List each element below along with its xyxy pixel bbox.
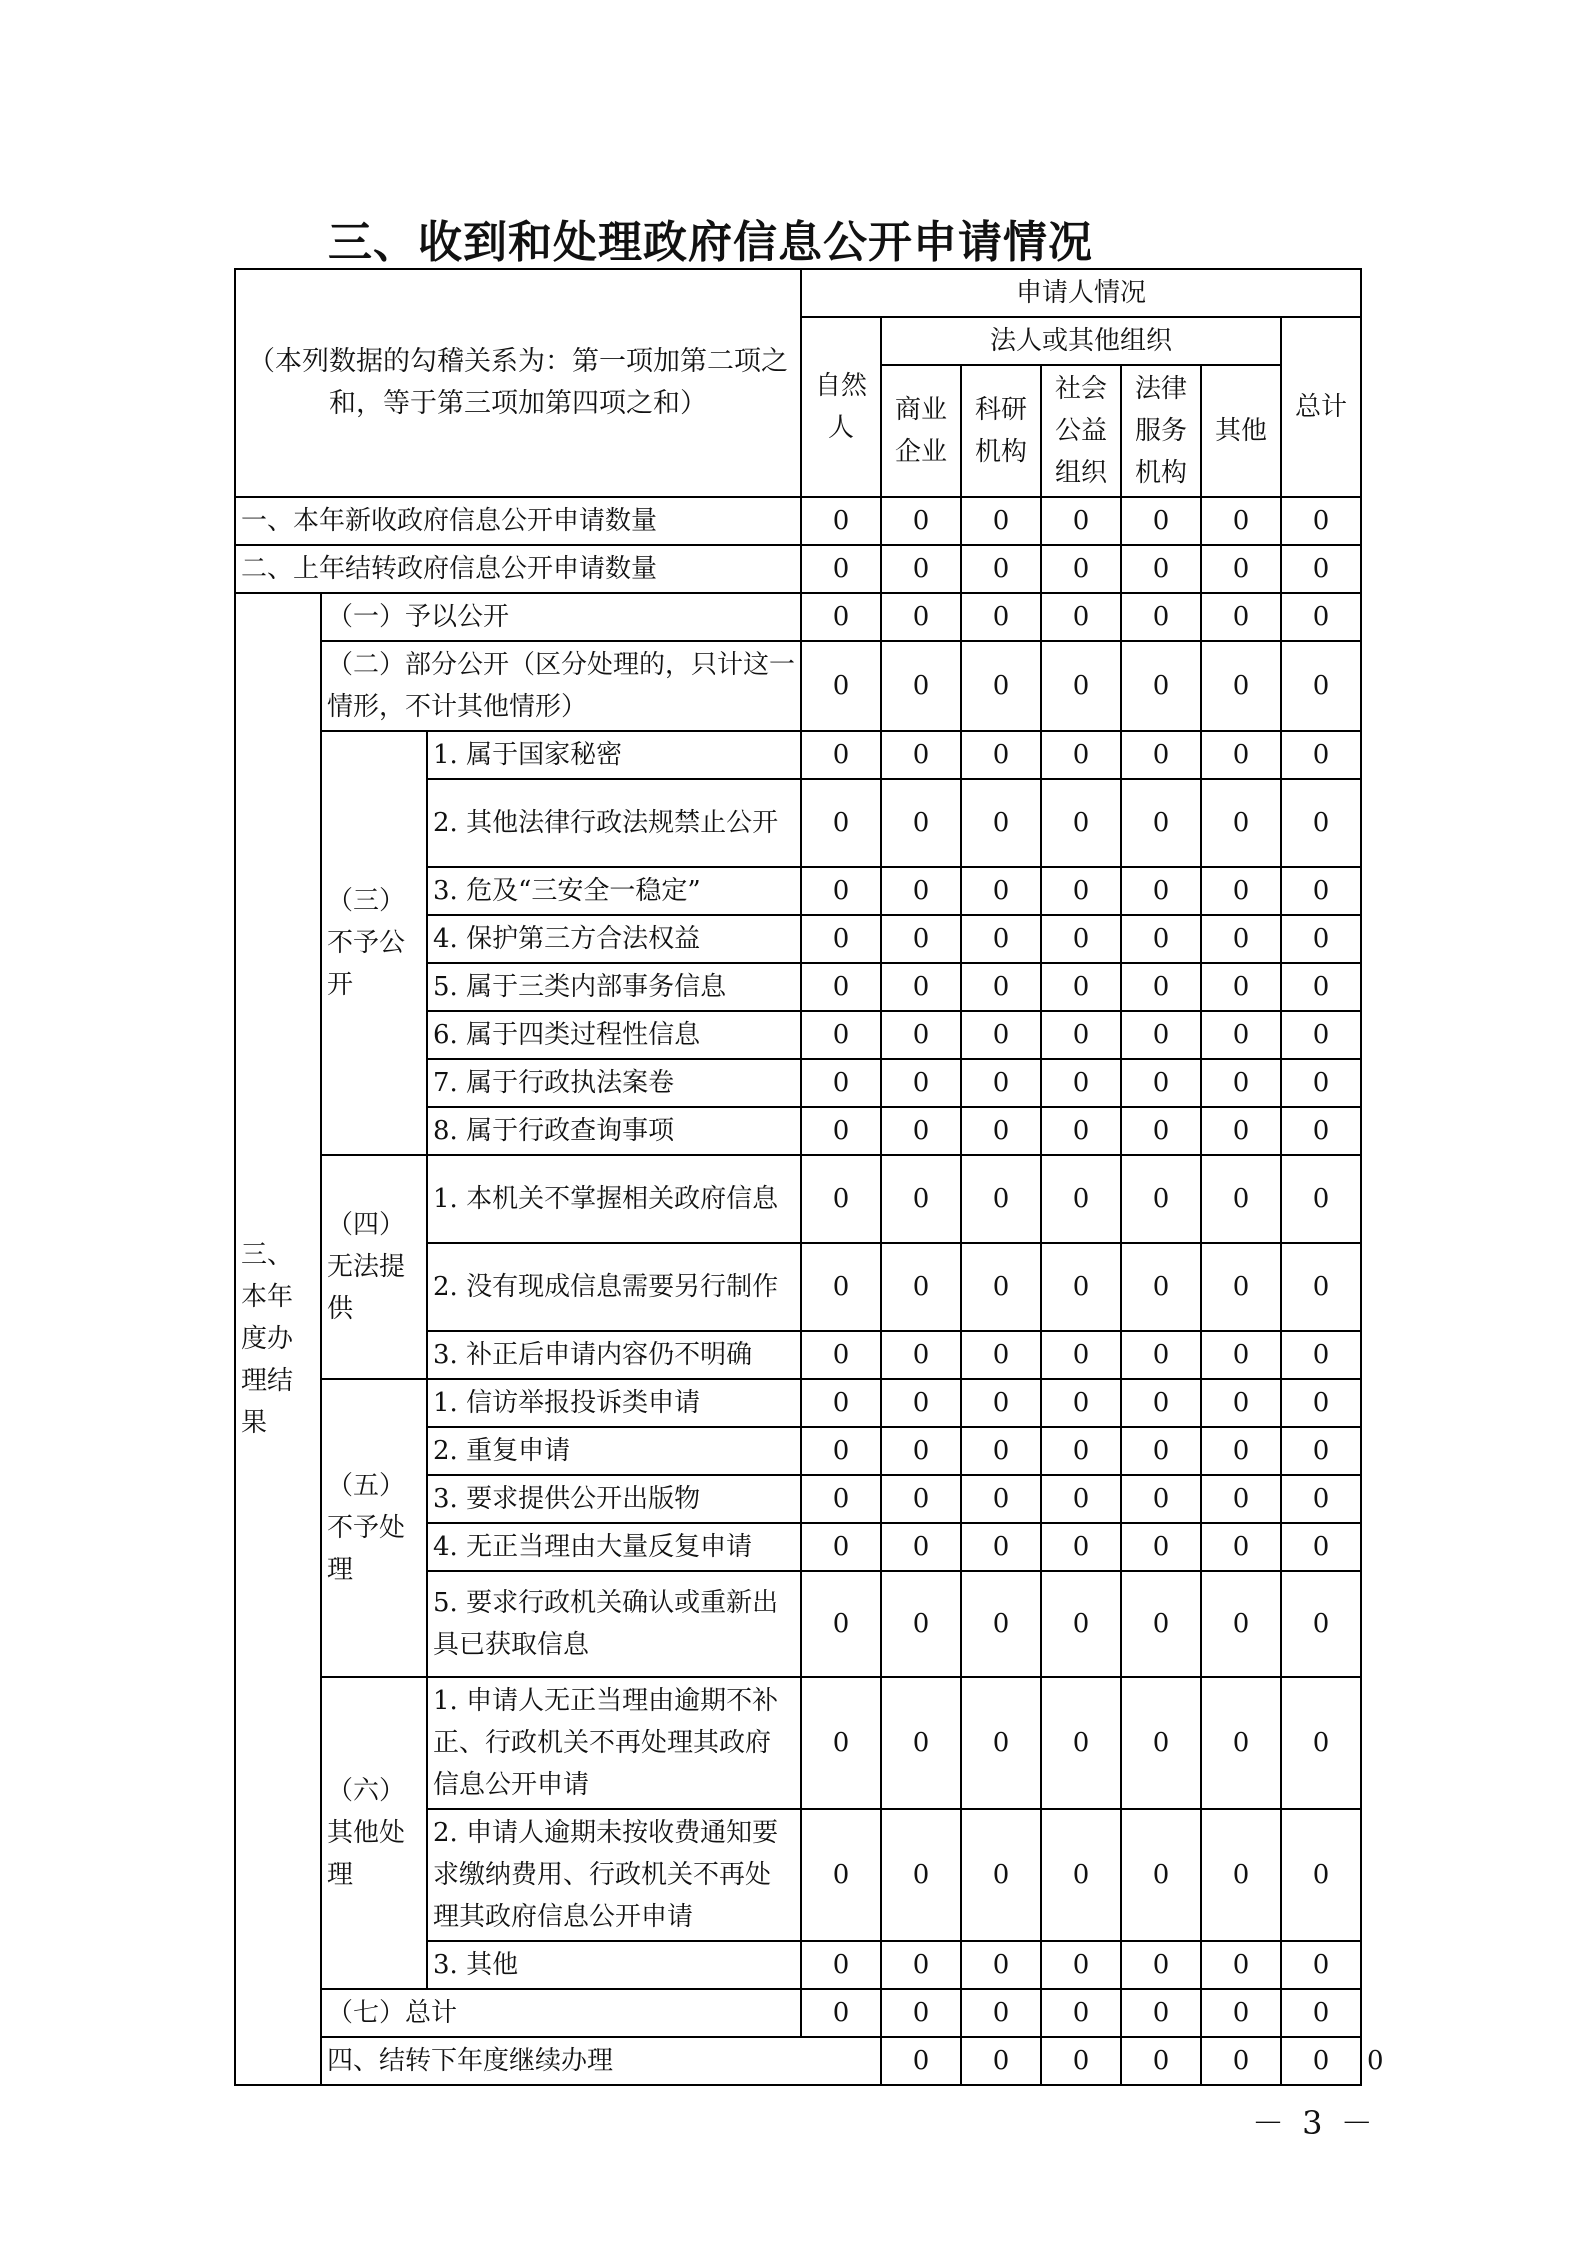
- table-cell: 0: [1121, 1379, 1201, 1427]
- table-cell: 0: [1041, 1331, 1121, 1379]
- table-row: 四、结转下年度继续办理 0 0 0 0 0 0 0: [235, 2037, 1361, 2085]
- table-cell: 0: [1281, 1011, 1361, 1059]
- table-cell: 0: [1201, 779, 1281, 867]
- table-cell: 0: [1121, 867, 1201, 915]
- table-cell: 0: [801, 1475, 881, 1523]
- table-cell: 0: [1201, 1475, 1281, 1523]
- table-cell: 0: [1281, 1155, 1361, 1243]
- table-cell: 0: [1041, 1155, 1121, 1243]
- table-cell: 0: [1041, 1427, 1121, 1475]
- table-cell: 0: [1121, 963, 1201, 1011]
- statistics-table: [234, 268, 1384, 2086]
- table-cell: 0: [881, 963, 961, 1011]
- table-cell: 0: [881, 1989, 961, 2037]
- table-row: [235, 1155, 1361, 1243]
- table-cell: 0: [881, 1331, 961, 1379]
- table-cell: 0: [1041, 1107, 1121, 1155]
- row-label: （一）予以公开: [321, 593, 801, 641]
- row-label: 3. 补正后申请内容仍不明确: [427, 1331, 801, 1379]
- table-cell: 0: [961, 1059, 1041, 1107]
- table-cell: 0: [1041, 867, 1121, 915]
- table-row: [235, 593, 1361, 641]
- row-label: 1. 信访举报投诉类申请: [427, 1379, 801, 1427]
- table-cell: 0: [881, 1475, 961, 1523]
- table-cell: 0: [1281, 1523, 1361, 1571]
- row-label: 1. 属于国家秘密: [427, 731, 801, 779]
- row-label: 4. 保护第三方合法权益: [427, 915, 801, 963]
- table-cell: 0: [1201, 1989, 1281, 2037]
- row-label: 7. 属于行政执法案卷: [427, 1059, 801, 1107]
- table-cell: 0: [1281, 641, 1361, 731]
- table-cell: 0: [1201, 867, 1281, 915]
- table-cell: 0: [961, 1331, 1041, 1379]
- table-cell: 0: [1121, 1523, 1201, 1571]
- table-cell: 0: [1281, 1379, 1361, 1427]
- col-total: 总计: [1281, 317, 1361, 497]
- table-cell: 0: [1201, 1243, 1281, 1331]
- table-cell: 0: [1201, 1571, 1281, 1677]
- subgroup-label: （四）无法提供: [321, 1155, 427, 1379]
- table-cell: 0: [881, 779, 961, 867]
- table-cell: 0: [1281, 497, 1361, 545]
- table-cell: 0: [1041, 545, 1121, 593]
- table-cell: 0: [1041, 1677, 1121, 1809]
- table-cell: 0: [1121, 1427, 1201, 1475]
- table-cell: 0: [801, 1331, 881, 1379]
- table-cell: 0: [881, 1523, 961, 1571]
- table-cell: 0: [881, 1677, 961, 1809]
- table-cell: 0: [801, 1243, 881, 1331]
- col-commercial: 商业企业: [881, 365, 961, 497]
- row-label: 2. 其他法律行政法规禁止公开: [427, 779, 801, 867]
- table-cell: 0: [1121, 779, 1201, 867]
- table-cell: 0: [1121, 1989, 1201, 2037]
- row-label: 3. 危及“三安全一稳定”: [427, 867, 801, 915]
- table-cell: 0: [881, 1571, 961, 1677]
- table-cell: 0: [961, 497, 1041, 545]
- table-cell: 0: [801, 731, 881, 779]
- header-row: [235, 269, 1361, 317]
- table-cell: 0: [1041, 1059, 1121, 1107]
- row-label: 4. 无正当理由大量反复申请: [427, 1523, 801, 1571]
- table-row: [235, 1379, 1361, 1427]
- col-research: 科研机构: [961, 365, 1041, 497]
- table-cell: 0: [801, 1155, 881, 1243]
- table-cell: 0: [1281, 867, 1361, 915]
- table-cell: 0: [1121, 593, 1201, 641]
- row-label: 3. 其他: [427, 1941, 801, 1989]
- table-cell: 0: [961, 1243, 1041, 1331]
- table-cell: 0: [1041, 593, 1121, 641]
- table-cell: 0: [1281, 779, 1361, 867]
- table-row: [235, 1989, 1361, 2037]
- table-cell: 0: [1281, 1331, 1361, 1379]
- table-cell: 0: [1121, 1059, 1201, 1107]
- table-cell: 0: [1041, 731, 1121, 779]
- row-label: （七）总计: [321, 1989, 801, 2037]
- table-cell: 0: [1121, 1475, 1201, 1523]
- table-cell: 0: [1281, 2037, 1361, 2085]
- table-cell: 0: [1041, 1809, 1121, 1941]
- row-label: （二）部分公开（区分处理的，只计这一情形，不计其他情形）: [321, 641, 801, 731]
- col-other: 其他: [1201, 365, 1281, 497]
- table-cell: 0: [1201, 1011, 1281, 1059]
- table-cell: 0: [801, 1571, 881, 1677]
- row-label: 2. 申请人逾期未按收费通知要求缴纳费用、行政机关不再处理其政府信息公开申请: [427, 1809, 801, 1941]
- subgroup-label: （三）不予公开: [321, 731, 427, 1155]
- table-cell: 0: [961, 779, 1041, 867]
- table-cell: 0: [1041, 641, 1121, 731]
- col-legal-service: 法律服务机构: [1121, 365, 1201, 497]
- table-cell: 0: [961, 641, 1041, 731]
- table-cell: 0: [1201, 1331, 1281, 1379]
- table-cell: 0: [1041, 1941, 1121, 1989]
- table-row: [235, 731, 1361, 779]
- table-cell: 0: [961, 867, 1041, 915]
- table-cell: 0: [1201, 1379, 1281, 1427]
- table-cell: 0: [1201, 1677, 1281, 1809]
- table-cell: 0: [801, 641, 881, 731]
- table-cell: 0: [881, 915, 961, 963]
- table-cell: 0: [881, 1809, 961, 1941]
- table-cell: 0: [801, 1523, 881, 1571]
- header-applicant: 申请人情况: [801, 269, 1361, 317]
- table-cell: 0: [1201, 1427, 1281, 1475]
- table-cell: 0: [1041, 779, 1121, 867]
- row-label: 四、结转下年度继续办理: [321, 2037, 881, 2085]
- table-cell: 0: [881, 1059, 961, 1107]
- table-cell: 0: [961, 1571, 1041, 1677]
- table-row: [235, 497, 1361, 545]
- table-row: [235, 545, 1361, 593]
- table-cell: 0: [961, 1011, 1041, 1059]
- table-cell: 0: [1281, 1059, 1361, 1107]
- table-cell: 0: [881, 1243, 961, 1331]
- table-cell: 0: [881, 867, 961, 915]
- table-cell: 0: [1041, 915, 1121, 963]
- table-cell: 0: [1121, 915, 1201, 963]
- table-cell: 0: [801, 593, 881, 641]
- table-cell: 0: [1281, 1677, 1361, 1809]
- table-cell: 0: [801, 497, 881, 545]
- table-cell: 0: [801, 1809, 881, 1941]
- table-cell: 0: [1201, 1941, 1281, 1989]
- row-label: 2. 没有现成信息需要另行制作: [427, 1243, 801, 1331]
- table-cell: 0: [961, 1989, 1041, 2037]
- table-cell: 0: [801, 1989, 881, 2037]
- table-cell: 0: [961, 1523, 1041, 1571]
- table-cell: 0: [1201, 1523, 1281, 1571]
- table-cell: 0: [1041, 963, 1121, 1011]
- row-label: 二、上年结转政府信息公开申请数量: [235, 545, 801, 593]
- table-cell: 0: [1281, 545, 1361, 593]
- table-cell: 0: [1041, 1011, 1121, 1059]
- subgroup-label: （六）其他处理: [321, 1677, 427, 1989]
- table-cell: 0: [1281, 1427, 1361, 1475]
- table-cell: 0: [1121, 641, 1201, 731]
- table-cell: 0: [1041, 1243, 1121, 1331]
- table-cell: 0: [1201, 593, 1281, 641]
- table-cell: 0: [961, 1427, 1041, 1475]
- table-cell: 0: [961, 1677, 1041, 1809]
- col-natural-person: 自然人: [801, 317, 881, 497]
- table-cell: 0: [1121, 1107, 1201, 1155]
- table-cell: 0: [1281, 593, 1361, 641]
- table-cell: 0: [961, 731, 1041, 779]
- table-cell: 0: [1121, 1331, 1201, 1379]
- table-cell: 0: [881, 593, 961, 641]
- table-cell: 0: [801, 867, 881, 915]
- table-cell: 0: [1041, 1475, 1121, 1523]
- subgroup-label: （五）不予处理: [321, 1379, 427, 1677]
- table-cell: 0: [1041, 497, 1121, 545]
- table-cell: 0: [1121, 731, 1201, 779]
- table-cell: 0: [961, 1107, 1041, 1155]
- table-cell: 0: [801, 1427, 881, 1475]
- table-cell: 0: [1121, 2037, 1201, 2085]
- table-cell: 0: [1201, 1155, 1281, 1243]
- row-label: 3. 要求提供公开出版物: [427, 1475, 801, 1523]
- table-cell: 0: [801, 545, 881, 593]
- table-cell: 0: [801, 779, 881, 867]
- table-cell: 0: [1201, 2037, 1281, 2085]
- table-cell: 0: [1201, 1809, 1281, 1941]
- table-cell: 0: [1121, 1809, 1201, 1941]
- row-label: 1. 申请人无正当理由逾期不补正、行政机关不再处理其政府信息公开申请: [427, 1677, 801, 1809]
- table-cell: 0: [801, 1059, 881, 1107]
- table-cell: 0: [1281, 1941, 1361, 1989]
- table-cell: 0: [1041, 1523, 1121, 1571]
- table-cell: 0: [1281, 963, 1361, 1011]
- group-label: 三、本年度办理结果: [235, 593, 321, 2085]
- table-cell: 0: [1121, 497, 1201, 545]
- table-cell: 0: [1281, 1989, 1361, 2037]
- table-cell: 0: [881, 1427, 961, 1475]
- table-cell: 0: [1281, 915, 1361, 963]
- table-cell: 0: [961, 1475, 1041, 1523]
- table-cell: 0: [1121, 1941, 1201, 1989]
- row-label: 2. 重复申请: [427, 1427, 801, 1475]
- table-cell: 0: [1281, 1809, 1361, 1941]
- table-cell: 0: [1121, 1243, 1201, 1331]
- col-public-welfare: 社会公益组织: [1041, 365, 1121, 497]
- row-label: 1. 本机关不掌握相关政府信息: [427, 1155, 801, 1243]
- table-cell: 0: [801, 915, 881, 963]
- header-legal-entity: 法人或其他组织: [881, 317, 1281, 365]
- table-cell: 0: [1281, 1475, 1361, 1523]
- table-cell: 0: [801, 1011, 881, 1059]
- header-note: （本列数据的勾稽关系为：第一项加第二项之和，等于第三项加第四项之和）: [235, 269, 801, 497]
- table-cell: 0: [1041, 1571, 1121, 1677]
- table-cell: 0: [1121, 545, 1201, 593]
- table-cell: 0: [801, 1941, 881, 1989]
- table-cell: 0: [1201, 915, 1281, 963]
- table-cell: 0: [881, 1155, 961, 1243]
- table-cell: 0: [881, 1941, 961, 1989]
- table-cell: 0: [1281, 1243, 1361, 1331]
- table-cell: 0: [1121, 1677, 1201, 1809]
- table-row: [235, 641, 1361, 731]
- table-cell: 0: [1121, 1011, 1201, 1059]
- table-cell: 0: [961, 1379, 1041, 1427]
- table-cell: 0: [961, 2037, 1041, 2085]
- row-label: 5. 要求行政机关确认或重新出具已获取信息: [427, 1571, 801, 1677]
- table-cell: 0: [881, 1379, 961, 1427]
- table-cell: 0: [881, 497, 961, 545]
- table-cell: 0: [1121, 1155, 1201, 1243]
- table-cell: 0: [1281, 1571, 1361, 1677]
- table-cell: 0: [1201, 731, 1281, 779]
- table-cell: 0: [1201, 963, 1281, 1011]
- table-cell: 0: [1201, 1107, 1281, 1155]
- table-cell: 0: [961, 963, 1041, 1011]
- table-cell: 0: [801, 1107, 881, 1155]
- table-cell: 0: [1281, 731, 1361, 779]
- row-label: 一、本年新收政府信息公开申请数量: [235, 497, 801, 545]
- table-cell: 0: [1281, 1107, 1361, 1155]
- table-cell: 0: [801, 1379, 881, 1427]
- table-cell: 0: [961, 593, 1041, 641]
- table-cell: 0: [881, 731, 961, 779]
- table-cell: 0: [881, 1011, 961, 1059]
- table-cell: 0: [801, 1677, 881, 1809]
- table-cell: 0: [1201, 497, 1281, 545]
- table-cell: 0: [881, 1107, 961, 1155]
- table-cell: 0: [961, 915, 1041, 963]
- table-row: [235, 1677, 1361, 1809]
- table-cell: 0: [881, 545, 961, 593]
- table-cell: 0: [1201, 641, 1281, 731]
- row-label: 5. 属于三类内部事务信息: [427, 963, 801, 1011]
- table-cell: 0: [961, 1155, 1041, 1243]
- table-cell: 0: [961, 1941, 1041, 1989]
- table-cell: 0: [961, 545, 1041, 593]
- table-cell: 0: [1121, 1571, 1201, 1677]
- table-cell: 0: [961, 1809, 1041, 1941]
- row-label: 6. 属于四类过程性信息: [427, 1011, 801, 1059]
- table-cell: 0: [801, 963, 881, 1011]
- table-cell: 0: [881, 2037, 961, 2085]
- table-cell: 0: [1041, 1989, 1121, 2037]
- table-cell: 0: [1201, 1059, 1281, 1107]
- page-number: － 3 －: [1252, 2104, 1377, 2142]
- table-cell: 0: [1041, 2037, 1121, 2085]
- row-label: 8. 属于行政查询事项: [427, 1107, 801, 1155]
- page-title: 三、收到和处理政府信息公开申请情况: [328, 217, 1093, 268]
- table-cell: 0: [881, 641, 961, 731]
- table-cell: 0: [1201, 545, 1281, 593]
- table-cell: 0: [1041, 1379, 1121, 1427]
